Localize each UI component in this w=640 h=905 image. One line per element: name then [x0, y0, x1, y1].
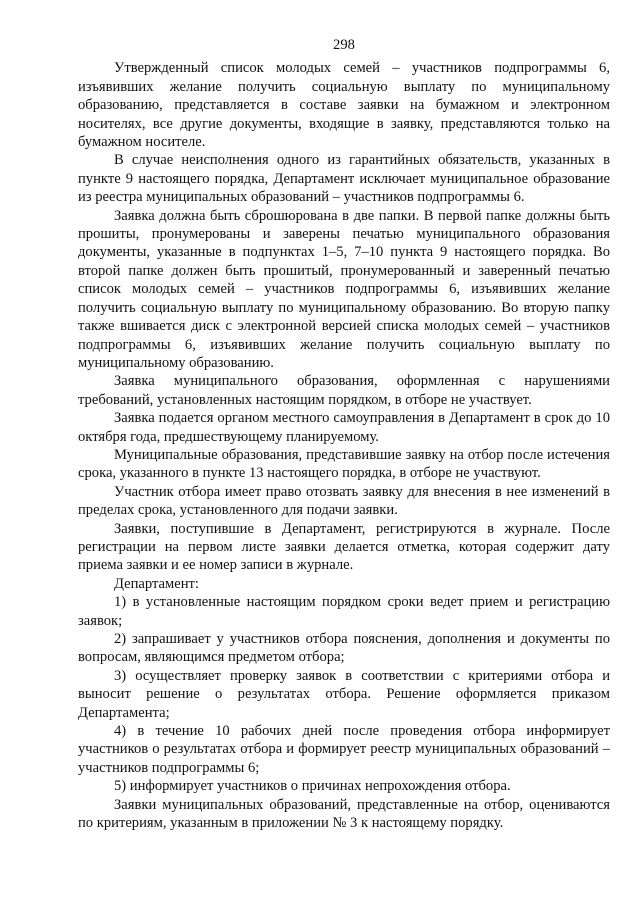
paragraph-guarantee-default: В случае неисполнения одного из гарантийных обязательств, указанных в пункте 9 настоящего порядка, Департамент исключает муниципальное образование из реестра муниципальных образований – участников подпрограммы 6. [78, 152, 610, 206]
list-item-4: 4) в течение 10 рабочих дней после проведения отбора информирует участников о результатах отбора и формирует реестр муниципальных образований – участников подпрограммы 6; [78, 723, 610, 776]
list-item-1: 1) в установленные настоящим порядком сроки ведет прием и регистрацию заявок; [78, 594, 610, 629]
paragraph-approved-list: Утвержденный список молодых семей – участников подпрограммы 6, изъявивших желание получить социальную выплату по муниципальному образованию, представляется в составе заявки на бумажном и электронном носителях, все другие документы, входящие в заявку, представляются только на бумажном носителе. [78, 60, 610, 151]
paragraph-violations: Заявка муниципального образования, оформленная с нарушениями требований, установленных настоящим порядком, в отборе не участвует. [78, 373, 610, 408]
page-number: 298 [333, 37, 355, 53]
paragraph-withdraw-right: Участник отбора имеет право отозвать заявку для внесения в нее изменений в пределах срока, установленного для подачи заявки. [78, 483, 610, 519]
list-item-2: 2) запрашивает у участников отбора пояснения, дополнения и документы по вопросам, являющимся предметом отбора; [78, 631, 610, 666]
paragraph-submission-deadline: Заявка подается органом местного самоуправления в Департамент в срок до 10 октября года, предшествующему планируемому. [78, 410, 610, 445]
paragraph-late-submission: Муниципальные образования, представившие заявку на отбор после истечения срока, указанного в пункте 13 настоящего порядка, в отборе не участвуют. [78, 446, 610, 482]
paragraph-two-folders: Заявка должна быть сброшюрована в две папки. В первой папке должны быть прошиты, пронумерованы и заверены печатью муниципального образования документы, указанные в подпунктах 1–5, 7–10 пункта 9 настоящего порядка. Во второй папке должен быть прошитый, пронумерованный и заверенный печатью список молодых семей – участников подпрограммы 6, изъявивших желание получить социальную выплату по муниципальному образованию. Во вторую папку также вшивается диск с электронной версией списка молодых семей – участников подпрограммы 6, изъявивших желание получить социальную выплату по муниципальному образованию. [78, 207, 610, 371]
paragraph-registration: Заявки, поступившие в Департамент, регистрируются в журнале. После регистрации на первом листе заявки делается отметка, которая содержит дату приема заявки и ее номер записи в журнале. [78, 520, 610, 574]
paragraph-evaluation-criteria: Заявки муниципальных образований, представленные на отбор, оцениваются по критериям, указанным в приложении № 3 к настоящему порядку. [78, 796, 610, 832]
paragraph-department-heading: Департамент: [114, 575, 199, 592]
list-item-3: 3) осуществляет проверку заявок в соответствии с критериями отбора и выносит решение о результатах отбора. Решение оформляется приказом Департамента; [78, 667, 610, 721]
list-item-5: 5) информирует участников о причинах непрохождения отбора. [114, 778, 511, 795]
